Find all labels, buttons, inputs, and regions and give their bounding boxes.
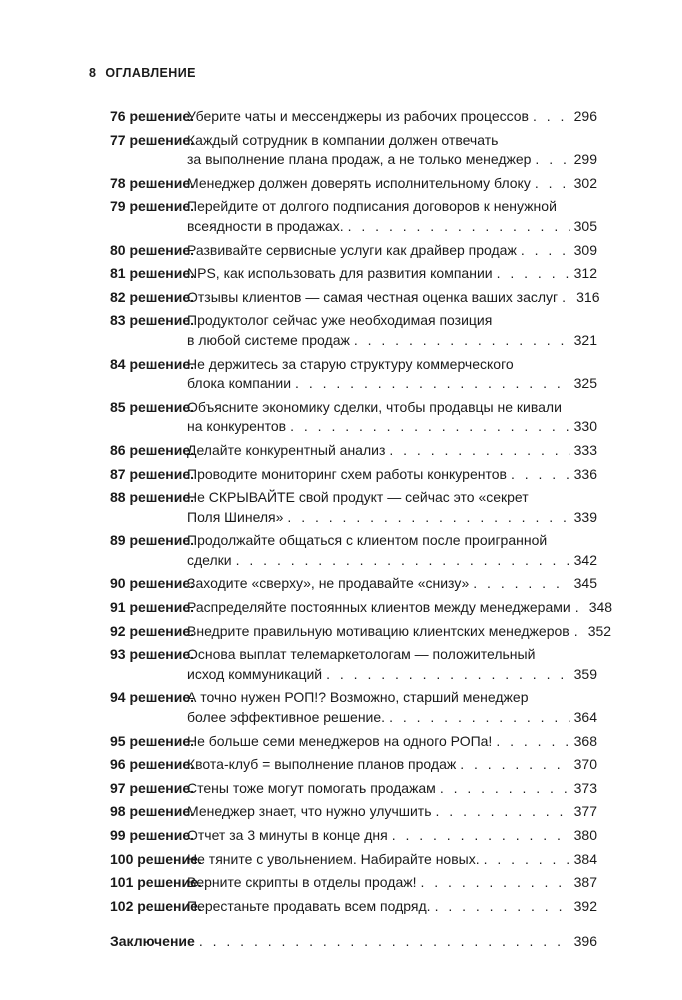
entry-number: 100 решение.	[110, 850, 202, 867]
entry-page: 296	[573, 108, 597, 124]
entry-title-line: Квота-клуб = выполнение планов продаж	[187, 756, 457, 773]
entry-page: 373	[573, 779, 597, 796]
table-of-contents	[110, 107, 613, 952]
entry-page: 316	[576, 288, 600, 305]
entry-page: 325	[573, 375, 597, 392]
toc-entry[interactable]	[110, 755, 597, 775]
toc-entry[interactable]	[110, 802, 597, 822]
entry-number: 92 решение.	[110, 622, 194, 639]
entry-title-line: Отзывы клиентов — самая честная оценка ваших заслуг	[187, 288, 559, 305]
entry-page: 309	[573, 241, 597, 258]
entry-title-line: всеядности в продажах.	[187, 217, 344, 234]
toc-entry[interactable]	[110, 264, 597, 284]
entry-title-line: более эффективное решение.	[187, 709, 386, 726]
running-head	[89, 66, 196, 80]
entry-title-line: Продолжайте общаться с клиентом после проигранной	[187, 532, 548, 549]
dot-leader	[535, 150, 569, 170]
entry-body	[187, 107, 597, 127]
entry-number: 85 решение.	[110, 398, 194, 415]
entry-body	[187, 779, 597, 799]
entry-body	[187, 465, 597, 485]
entry-title-line: в любой системе продаж	[187, 331, 350, 348]
toc-entry[interactable]	[110, 355, 597, 394]
entry-title-lastline	[187, 732, 597, 752]
dot-leader	[440, 779, 570, 799]
entry-page: 336	[573, 465, 597, 482]
entry-title-line: Менеджер знает, что нужно улучшить	[187, 803, 432, 820]
entry-title-lastline	[187, 374, 597, 394]
entry-body	[187, 826, 597, 846]
entry-page: 321	[573, 331, 597, 348]
entry-page: 312	[573, 265, 597, 282]
entry-title-lastline	[187, 708, 597, 728]
entry-title-line: Внедрите правильную мотивацию клиентских менеджеров	[187, 622, 570, 639]
entry-number: 102 решение.	[110, 897, 202, 914]
toc-entry[interactable]	[110, 465, 597, 485]
entry-body	[187, 802, 597, 822]
entry-page: 345	[573, 575, 597, 592]
entry-title-lastline	[187, 264, 597, 284]
toc-entry[interactable]	[110, 311, 597, 350]
toc-entry[interactable]	[110, 174, 597, 194]
dot-leader	[287, 508, 569, 528]
entry-body	[187, 897, 597, 917]
entry-title-line: Делайте конкурентный анализ	[187, 441, 386, 458]
dot-leader	[473, 574, 569, 594]
entry-title-line: Не СКРЫВАЙТЕ свой продукт — сейчас это «секрет	[187, 489, 529, 506]
toc-entry[interactable]	[110, 850, 597, 870]
entry-number: 82 решение.	[110, 288, 194, 305]
entry-number: 97 решение.	[110, 779, 194, 796]
toc-entry[interactable]	[110, 131, 597, 170]
page-number: 8	[89, 66, 97, 80]
toc-entry[interactable]	[110, 288, 600, 308]
conclusion-title: Заключение	[110, 933, 195, 950]
entry-body	[187, 311, 597, 350]
entry-title-line: сделки	[187, 551, 232, 568]
dot-leader	[575, 598, 585, 618]
toc-entry[interactable]	[110, 732, 597, 752]
entry-body	[187, 131, 597, 170]
entry-number: 95 решение.	[110, 732, 194, 749]
entry-number: 88 решение.	[110, 489, 194, 506]
entry-number: 99 решение.	[110, 827, 194, 843]
entry-body	[187, 622, 612, 642]
entry-title-line: Продуктолог сейчас уже необходимая позиция	[187, 312, 493, 329]
entry-title-lastline	[187, 598, 613, 618]
toc-entry[interactable]	[110, 645, 597, 684]
dot-leader	[389, 708, 570, 728]
dot-leader	[535, 174, 570, 194]
entry-page: 330	[573, 418, 597, 435]
toc-entry[interactable]	[110, 531, 597, 570]
dot-leader	[290, 417, 570, 437]
entry-title-lastline	[187, 241, 597, 261]
dot-leader	[354, 331, 570, 351]
entry-title-lastline	[187, 465, 597, 485]
entry-title-line: Менеджер должен доверять исполнительному блоку	[187, 174, 531, 191]
entry-number: 79 решение.	[110, 198, 194, 215]
entry-number: 90 решение.	[110, 575, 194, 592]
entry-page: 364	[573, 709, 597, 726]
entry-title-line: Поля Шинеля»	[187, 508, 284, 525]
entry-body	[187, 488, 597, 527]
entry-body	[187, 732, 597, 752]
entry-title-lastline	[187, 217, 597, 237]
entry-body	[187, 873, 597, 893]
entry-title-line: Перейдите от долгого подписания договоров к ненужной	[187, 198, 557, 215]
entry-body	[187, 645, 597, 684]
entry-number: 86 решение.	[110, 441, 194, 458]
entry-number: 80 решение.	[110, 241, 194, 258]
toc-entry[interactable]	[110, 622, 612, 642]
entry-title-line: Перестаньте продавать всем подряд.	[187, 897, 431, 914]
entry-page: 302	[573, 174, 597, 191]
entry-number: 77 решение.	[110, 131, 194, 148]
entry-title-lastline	[187, 665, 597, 685]
entry-title-line: за выполнение плана продаж, а не только менеджер	[187, 151, 532, 168]
entry-body	[187, 755, 597, 775]
entry-title-line: Не тяните с увольнением. Набирайте новых.	[187, 850, 480, 867]
toc-entry[interactable]	[110, 873, 597, 893]
dot-leader	[511, 465, 570, 485]
toc-entry[interactable]	[110, 197, 597, 236]
entry-title-line: Уберите чаты и мессенджеры из рабочих процессов	[187, 108, 529, 124]
entry-title-lastline	[187, 755, 597, 775]
entry-title-line: А точно нужен РОП!? Возможно, старший менеджер	[187, 689, 529, 706]
entry-title-lastline	[187, 850, 597, 870]
entry-title-lastline	[187, 551, 597, 571]
entry-page: 299	[573, 151, 597, 168]
toc-entry[interactable]	[110, 441, 597, 461]
entry-title-line: на конкурентов	[187, 418, 287, 435]
toc-entry[interactable]	[110, 241, 597, 261]
entry-number: 98 решение.	[110, 803, 194, 820]
entry-page: 380	[573, 827, 597, 843]
entry-title-line: исход коммуникаций	[187, 665, 323, 682]
entry-page: 368	[573, 732, 597, 749]
entry-page: 352	[587, 622, 612, 639]
dot-leader	[389, 441, 569, 461]
entry-number: 87 решение.	[110, 465, 194, 482]
entry-title-lastline	[187, 174, 597, 194]
entry-number: 89 решение.	[110, 532, 194, 549]
entry-title-line: Объясните экономику сделки, чтобы продавцы не кивали	[187, 398, 562, 415]
toc-entry[interactable]	[110, 688, 597, 727]
entry-title-line: блока компании	[187, 375, 292, 392]
entry-number: 84 решение.	[110, 355, 194, 372]
entry-number: 81 решение.	[110, 265, 194, 282]
entry-title-line: Развивайте сервисные услуги как драйвер продаж	[187, 241, 517, 258]
entry-body	[187, 598, 613, 618]
entry-title-lastline	[187, 897, 597, 917]
entry-page: 305	[573, 217, 597, 234]
section-title: ОГЛАВЛЕНИЕ	[105, 66, 196, 80]
toc-entry[interactable]	[110, 897, 597, 917]
entry-title-line: Стены тоже могут помогать продажам	[187, 779, 436, 796]
entry-page: 377	[573, 803, 597, 820]
entry-body	[187, 441, 597, 461]
entry-title-lastline	[187, 802, 597, 822]
entry-body	[187, 850, 597, 870]
entry-title-lastline	[187, 873, 597, 893]
entry-page: 342	[573, 551, 597, 568]
entry-number: 83 решение.	[110, 312, 194, 329]
entry-page: 359	[573, 665, 597, 682]
entry-body	[187, 398, 597, 437]
entry-title-line: Каждый сотрудник в компании должен отвечать	[187, 131, 499, 148]
entry-body	[187, 197, 597, 236]
entry-body	[187, 355, 597, 394]
entry-title-line: Заходите «сверху», не продавайте «снизу»	[187, 575, 470, 592]
entry-body	[187, 264, 597, 284]
toc-entry[interactable]	[110, 826, 597, 846]
toc-entry[interactable]	[110, 779, 597, 799]
dot-leader	[484, 850, 570, 870]
entry-title-line: Не больше семи менеджеров на одного РОПа!	[187, 732, 493, 749]
entry-title-line: NPS, как использовать для развития компании	[187, 265, 493, 282]
dot-leader	[326, 665, 570, 685]
entry-title-line: Отчет за 3 минуты в конце дня	[187, 827, 388, 843]
toc-entries	[110, 107, 613, 916]
dot-leader	[199, 932, 570, 952]
entry-title-line: Не держитесь за старую структуру коммерческого	[187, 355, 514, 372]
dot-leader	[496, 732, 569, 752]
entry-page: 348	[588, 599, 613, 616]
toc-entry[interactable]	[110, 598, 613, 618]
entry-title-lastline	[187, 288, 600, 308]
entry-number: 93 решение.	[110, 646, 194, 663]
toc-entry[interactable]	[110, 107, 597, 127]
entry-number: 94 решение.	[110, 689, 194, 706]
dot-leader	[295, 374, 570, 394]
dot-leader	[436, 802, 570, 822]
entry-page: 384	[573, 850, 597, 867]
entry-page: 333	[573, 441, 597, 458]
conclusion-page: 396	[573, 933, 597, 950]
dot-leader	[521, 241, 570, 261]
entry-page: 392	[573, 897, 597, 914]
entry-title-lastline	[187, 441, 597, 461]
entry-page: 339	[573, 508, 597, 525]
entry-title-line: Основа выплат телемаркетологам — положительный	[187, 646, 536, 663]
entry-title-line: Распределяйте постоянных клиентов между менеджерами	[187, 599, 571, 616]
entry-body	[187, 531, 597, 570]
dot-leader	[574, 622, 584, 642]
toc-entry-conclusion[interactable]	[110, 932, 597, 952]
entry-title-line: Верните скрипты в отделы продаж!	[187, 874, 417, 891]
entry-body	[187, 688, 597, 727]
dot-leader	[421, 873, 570, 893]
entry-title-lastline	[187, 622, 612, 642]
entry-number: 101 решение.	[110, 874, 202, 891]
entry-page: 387	[573, 874, 597, 891]
entry-page: 370	[573, 756, 597, 773]
entry-number: 78 решение.	[110, 174, 194, 191]
entry-title-lastline	[187, 574, 597, 594]
toc-entry[interactable]	[110, 488, 597, 527]
toc-entry[interactable]	[110, 574, 597, 594]
dot-leader	[236, 551, 570, 571]
entry-title-lastline	[187, 107, 597, 127]
toc-entry[interactable]	[110, 398, 597, 437]
dot-leader	[348, 217, 570, 237]
entry-title-lastline	[187, 508, 597, 528]
entry-title-lastline	[187, 826, 597, 846]
dot-leader	[392, 826, 570, 846]
dot-leader	[562, 288, 572, 308]
entry-body	[187, 174, 597, 194]
entry-title-lastline	[187, 779, 597, 799]
entry-number: 91 решение.	[110, 599, 194, 616]
dot-leader	[435, 897, 570, 917]
entry-title-lastline	[187, 417, 597, 437]
entry-body	[187, 241, 597, 261]
entry-body	[187, 574, 597, 594]
entry-number: 76 решение.	[110, 108, 194, 124]
dot-leader	[460, 755, 569, 775]
dot-leader	[533, 107, 570, 127]
entry-title-lastline	[187, 331, 597, 351]
dot-leader	[497, 264, 570, 284]
entry-number: 96 решение.	[110, 756, 194, 773]
entry-body	[187, 288, 600, 308]
entry-title-line: Проводите мониторинг схем работы конкурентов	[187, 465, 507, 482]
entry-title-lastline	[187, 150, 597, 170]
